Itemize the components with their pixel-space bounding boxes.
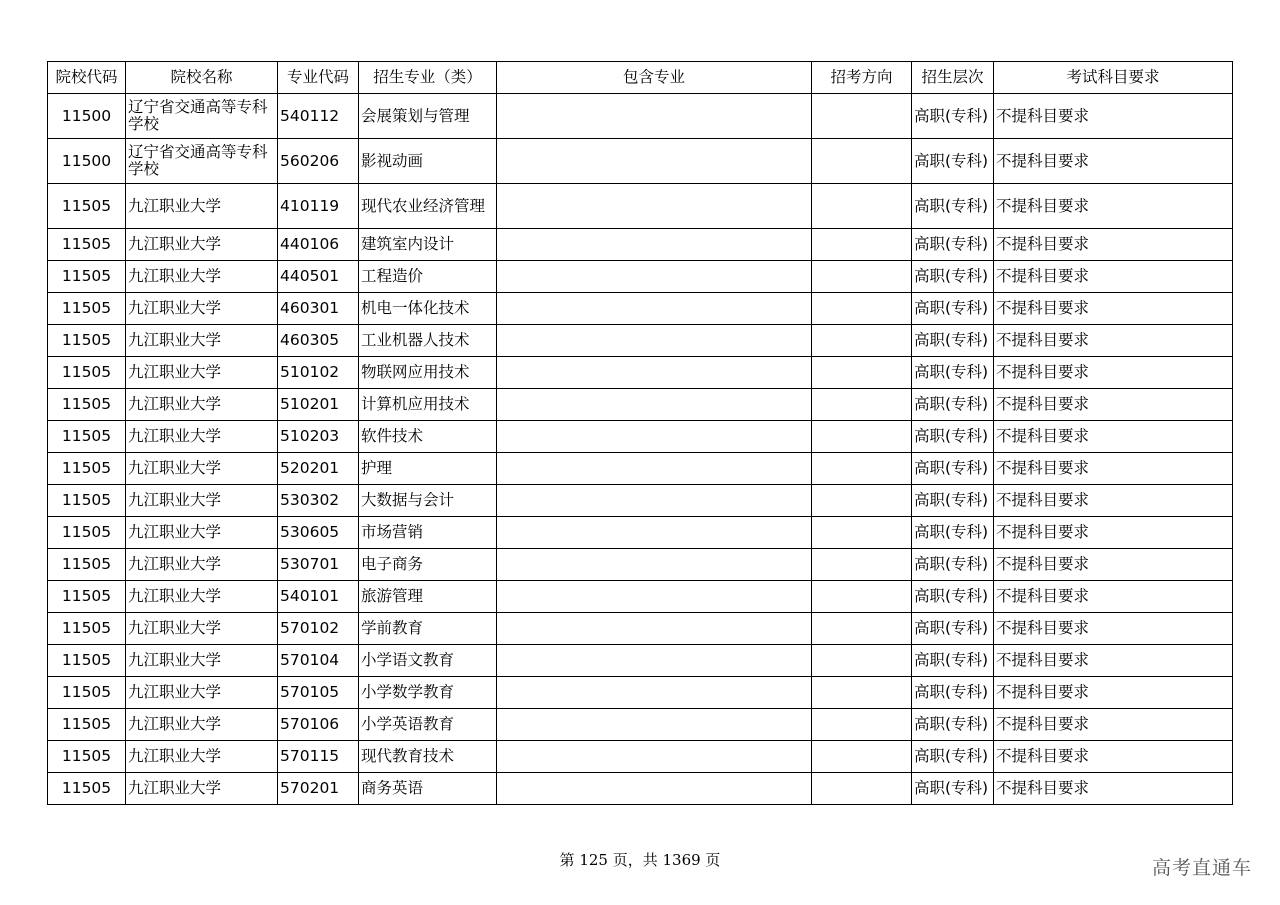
cell-exam-requirement: 不提科目要求 [994,389,1233,421]
cell-direction [812,325,912,357]
cell-direction [812,139,912,184]
cell-school-name: 九江职业大学 [126,389,278,421]
cell-school-name: 九江职业大学 [126,421,278,453]
cell-included-majors [497,645,812,677]
cell-school-code: 11505 [48,357,126,389]
cell-school-code: 11505 [48,613,126,645]
table-row [48,325,1233,357]
cell-level: 高职(专科) [912,709,994,741]
cell-major-code: 560206 [278,139,359,184]
cell-direction [812,677,912,709]
cell-major-code: 440106 [278,229,359,261]
cell-major-code: 570102 [278,613,359,645]
cell-included-majors [497,709,812,741]
cell-level: 高职(专科) [912,741,994,773]
cell-exam-requirement: 不提科目要求 [994,485,1233,517]
cell-major-code: 570105 [278,677,359,709]
cell-included-majors [497,261,812,293]
header-school-name: 院校名称 [126,62,278,94]
cell-level: 高职(专科) [912,261,994,293]
cell-major: 工程造价 [359,261,497,293]
cell-school-name: 辽宁省交通高等专科学校 [126,94,278,139]
cell-school-code: 11505 [48,421,126,453]
table-row [48,549,1233,581]
cell-level: 高职(专科) [912,94,994,139]
table-row [48,709,1233,741]
cell-major: 小学数学教育 [359,677,497,709]
cell-major: 商务英语 [359,773,497,805]
table-header-row [48,62,1233,94]
cell-exam-requirement: 不提科目要求 [994,581,1233,613]
cell-exam-requirement: 不提科目要求 [994,645,1233,677]
cell-major-code: 540112 [278,94,359,139]
cell-exam-requirement: 不提科目要求 [994,549,1233,581]
cell-school-name: 九江职业大学 [126,485,278,517]
cell-school-name: 辽宁省交通高等专科学校 [126,139,278,184]
cell-exam-requirement: 不提科目要求 [994,613,1233,645]
cell-included-majors [497,139,812,184]
cell-included-majors [497,421,812,453]
cell-school-name: 九江职业大学 [126,453,278,485]
cell-school-code: 11505 [48,325,126,357]
cell-level: 高职(专科) [912,645,994,677]
cell-major-code: 540101 [278,581,359,613]
cell-included-majors [497,357,812,389]
cell-major: 小学英语教育 [359,709,497,741]
cell-included-majors [497,517,812,549]
cell-major-code: 410119 [278,184,359,229]
cell-major-code: 570106 [278,709,359,741]
cell-major-code: 510102 [278,357,359,389]
table-row [48,357,1233,389]
cell-school-code: 11505 [48,293,126,325]
cell-major: 小学语文教育 [359,645,497,677]
cell-direction [812,613,912,645]
cell-level: 高职(专科) [912,485,994,517]
cell-major-code: 530701 [278,549,359,581]
cell-included-majors [497,229,812,261]
cell-included-majors [497,184,812,229]
cell-school-name: 九江职业大学 [126,184,278,229]
cell-exam-requirement: 不提科目要求 [994,709,1233,741]
cell-school-name: 九江职业大学 [126,293,278,325]
cell-school-code: 11500 [48,139,126,184]
table-row [48,517,1233,549]
cell-level: 高职(专科) [912,453,994,485]
table-row [48,293,1233,325]
header-included-majors: 包含专业 [497,62,812,94]
cell-major: 学前教育 [359,613,497,645]
cell-direction [812,94,912,139]
cell-direction [812,741,912,773]
cell-exam-requirement: 不提科目要求 [994,677,1233,709]
table-row [48,741,1233,773]
cell-included-majors [497,581,812,613]
cell-major-code: 570115 [278,741,359,773]
cell-school-name: 九江职业大学 [126,517,278,549]
header-school-code: 院校代码 [48,62,126,94]
cell-school-name: 九江职业大学 [126,325,278,357]
cell-direction [812,773,912,805]
table-row [48,677,1233,709]
cell-direction [812,184,912,229]
cell-major: 旅游管理 [359,581,497,613]
cell-level: 高职(专科) [912,357,994,389]
cell-school-code: 11505 [48,389,126,421]
cell-direction [812,293,912,325]
cell-level: 高职(专科) [912,421,994,453]
cell-included-majors [497,485,812,517]
table-row [48,453,1233,485]
cell-school-name: 九江职业大学 [126,261,278,293]
cell-school-code: 11505 [48,229,126,261]
admissions-table [47,61,1233,805]
header-major-code: 专业代码 [278,62,359,94]
table-row [48,184,1233,229]
cell-major: 计算机应用技术 [359,389,497,421]
table-row [48,485,1233,517]
cell-major: 工业机器人技术 [359,325,497,357]
cell-school-name: 九江职业大学 [126,357,278,389]
cell-school-name: 九江职业大学 [126,229,278,261]
cell-major: 护理 [359,453,497,485]
cell-major: 机电一体化技术 [359,293,497,325]
cell-school-code: 11500 [48,94,126,139]
cell-level: 高职(专科) [912,581,994,613]
cell-major: 电子商务 [359,549,497,581]
cell-exam-requirement: 不提科目要求 [994,94,1233,139]
cell-direction [812,581,912,613]
table-row [48,613,1233,645]
cell-exam-requirement: 不提科目要求 [994,421,1233,453]
header-major: 招生专业（类） [359,62,497,94]
table-row [48,645,1233,677]
cell-exam-requirement: 不提科目要求 [994,741,1233,773]
cell-major-code: 530302 [278,485,359,517]
cell-level: 高职(专科) [912,677,994,709]
cell-school-code: 11505 [48,184,126,229]
cell-school-code: 11505 [48,517,126,549]
cell-school-name: 九江职业大学 [126,645,278,677]
cell-major-code: 460301 [278,293,359,325]
cell-school-code: 11505 [48,677,126,709]
cell-school-code: 11505 [48,741,126,773]
cell-level: 高职(专科) [912,229,994,261]
cell-school-name: 九江职业大学 [126,677,278,709]
cell-school-name: 九江职业大学 [126,549,278,581]
table-row [48,581,1233,613]
cell-major: 会展策划与管理 [359,94,497,139]
page-number: 第 125 页，共 1369 页 [559,851,721,869]
cell-direction [812,229,912,261]
cell-included-majors [497,389,812,421]
cell-school-name: 九江职业大学 [126,773,278,805]
table-row [48,773,1233,805]
header-direction: 招考方向 [812,62,912,94]
cell-level: 高职(专科) [912,293,994,325]
cell-exam-requirement: 不提科目要求 [994,293,1233,325]
cell-exam-requirement: 不提科目要求 [994,453,1233,485]
cell-level: 高职(专科) [912,517,994,549]
table-row [48,261,1233,293]
cell-exam-requirement: 不提科目要求 [994,325,1233,357]
cell-major: 物联网应用技术 [359,357,497,389]
cell-exam-requirement: 不提科目要求 [994,184,1233,229]
cell-major-code: 510201 [278,389,359,421]
cell-direction [812,389,912,421]
cell-school-name: 九江职业大学 [126,613,278,645]
cell-included-majors [497,773,812,805]
table-body [48,94,1233,805]
admissions-table-container [47,61,1232,805]
cell-major: 现代教育技术 [359,741,497,773]
cell-included-majors [497,677,812,709]
cell-level: 高职(专科) [912,389,994,421]
cell-school-name: 九江职业大学 [126,709,278,741]
cell-major-code: 570201 [278,773,359,805]
cell-major: 大数据与会计 [359,485,497,517]
cell-direction [812,357,912,389]
cell-school-code: 11505 [48,773,126,805]
cell-major: 建筑室内设计 [359,229,497,261]
table-row [48,421,1233,453]
cell-exam-requirement: 不提科目要求 [994,773,1233,805]
cell-school-code: 11505 [48,485,126,517]
cell-direction [812,261,912,293]
cell-included-majors [497,549,812,581]
cell-level: 高职(专科) [912,139,994,184]
watermark-text: 高考直通车 [1151,857,1252,879]
cell-school-code: 11505 [48,261,126,293]
cell-major-code: 460305 [278,325,359,357]
cell-exam-requirement: 不提科目要求 [994,139,1233,184]
cell-direction [812,645,912,677]
cell-direction [812,421,912,453]
cell-direction [812,709,912,741]
cell-direction [812,485,912,517]
table-row [48,94,1233,139]
header-level: 招生层次 [912,62,994,94]
cell-included-majors [497,325,812,357]
cell-direction [812,517,912,549]
cell-exam-requirement: 不提科目要求 [994,229,1233,261]
table-row [48,229,1233,261]
cell-school-code: 11505 [48,453,126,485]
cell-major-code: 570104 [278,645,359,677]
cell-included-majors [497,453,812,485]
cell-level: 高职(专科) [912,773,994,805]
cell-level: 高职(专科) [912,549,994,581]
cell-level: 高职(专科) [912,184,994,229]
cell-school-code: 11505 [48,581,126,613]
cell-major-code: 530605 [278,517,359,549]
cell-school-code: 11505 [48,645,126,677]
cell-major-code: 520201 [278,453,359,485]
cell-exam-requirement: 不提科目要求 [994,517,1233,549]
cell-included-majors [497,741,812,773]
cell-major: 软件技术 [359,421,497,453]
table-row [48,139,1233,184]
cell-school-name: 九江职业大学 [126,741,278,773]
cell-major-code: 440501 [278,261,359,293]
cell-direction [812,453,912,485]
cell-included-majors [497,613,812,645]
cell-exam-requirement: 不提科目要求 [994,357,1233,389]
header-exam-requirement: 考试科目要求 [994,62,1233,94]
cell-level: 高职(专科) [912,613,994,645]
cell-included-majors [497,94,812,139]
cell-exam-requirement: 不提科目要求 [994,261,1233,293]
cell-major: 市场营销 [359,517,497,549]
cell-direction [812,549,912,581]
cell-major-code: 510203 [278,421,359,453]
cell-major: 影视动画 [359,139,497,184]
cell-major: 现代农业经济管理 [359,184,497,229]
cell-school-code: 11505 [48,549,126,581]
cell-included-majors [497,293,812,325]
cell-level: 高职(专科) [912,325,994,357]
cell-school-name: 九江职业大学 [126,581,278,613]
table-row [48,389,1233,421]
cell-school-code: 11505 [48,709,126,741]
